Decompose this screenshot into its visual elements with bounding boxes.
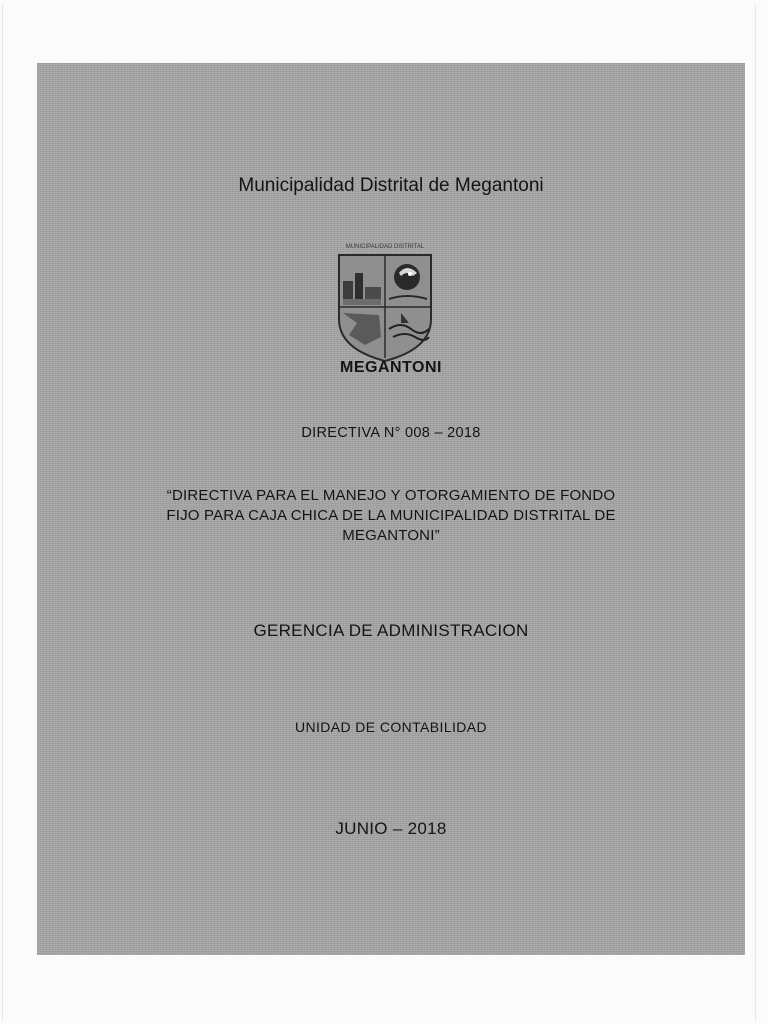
document-title-line: “DIRECTIVA PARA EL MANEJO Y OTORGAMIENTO DE FONDO [166, 487, 616, 504]
management-name: GERENCIA DE ADMINISTRACION [253, 621, 529, 640]
seal-arc-text: MUNICIPALIDAD DISTRITAL [345, 244, 425, 250]
directive-number: DIRECTIVA N° 008 – 2018 [301, 425, 481, 441]
unit-name: UNIDAD DE CONTABILIDAD [294, 719, 488, 735]
document-title-line: FIJO PARA CAJA CHICA DE LA MUNICIPALIDAD DISTRITAL DE [166, 507, 616, 524]
document-date: JUNIO – 2018 [335, 819, 447, 838]
document-title-line: MEGANTONI” [342, 527, 440, 544]
document-title [37, 486, 745, 546]
megantoni-seal-logo [325, 241, 445, 377]
document-cover [37, 63, 745, 955]
municipality-name: Municipalidad Distrital de Megantoni [238, 175, 544, 196]
seal-name: MEGANTONI [340, 359, 442, 376]
